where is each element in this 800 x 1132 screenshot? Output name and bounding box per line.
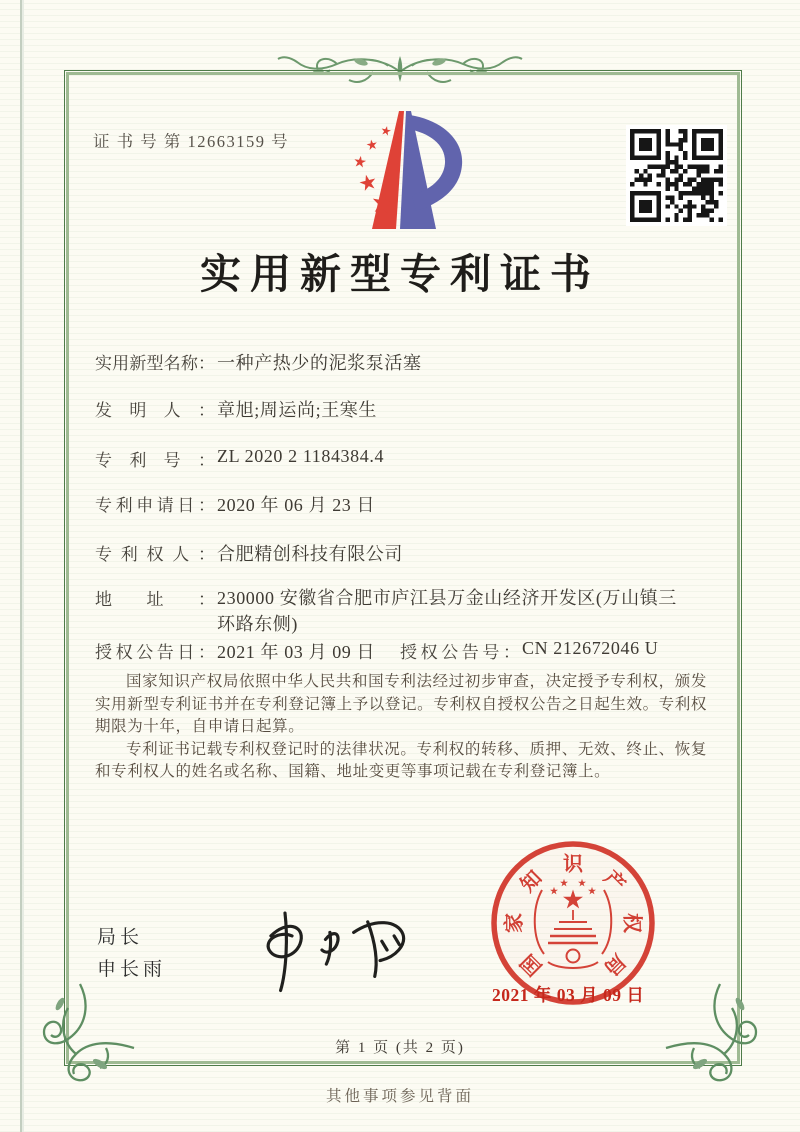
field-row-address bbox=[95, 585, 715, 637]
field-label: 专利权人： bbox=[95, 545, 215, 564]
field-label: 发明人： bbox=[95, 401, 215, 420]
field-row-filing-date bbox=[95, 491, 715, 517]
seal-arc-char: 产 bbox=[599, 866, 630, 897]
field-value: 一种产热少的泥浆泵活塞 bbox=[217, 353, 422, 373]
field-value: CN 212672046 U bbox=[522, 638, 659, 658]
certificate-title: 实用新型专利证书 bbox=[200, 251, 600, 297]
signer-name: 申长雨 bbox=[97, 959, 167, 980]
certificate-number: 证 书 号 第 12663159 号 bbox=[93, 132, 290, 151]
pagination: 第 1 页 (共 2 页) bbox=[335, 1040, 465, 1056]
legal-paragraph: 国家知识产权局依照中华人民共和国专利法经过初步审查，决定授予专利权，颁发实用新型专利证书并在专利登记簿上予以登记。专利权自授权公告之日起生效。专利权期限为十年，自申请日起算。 bbox=[95, 673, 707, 735]
field-label: 地址： bbox=[95, 590, 215, 609]
grant-number-group bbox=[400, 638, 658, 663]
seal-arc-char: 权 bbox=[620, 913, 643, 933]
seal-arc-char: 家 bbox=[503, 913, 526, 933]
field-label: 专利号： bbox=[95, 451, 215, 470]
field-value: 合肥精创科技有限公司 bbox=[217, 544, 403, 564]
seal-arc-char: 知 bbox=[516, 866, 547, 897]
scan-sheet-edge bbox=[20, 0, 22, 1132]
field-label: 授权公告号： bbox=[400, 643, 520, 662]
qr-code-pattern bbox=[630, 129, 723, 222]
bottom-right-flourish-icon bbox=[664, 978, 784, 1088]
back-reference-note: 其他事项参见背面 bbox=[325, 1088, 475, 1105]
signature-handwriting-icon bbox=[226, 906, 432, 994]
field-row-patentee bbox=[95, 540, 715, 566]
field-row-inventors bbox=[95, 396, 715, 422]
seal-date: 2021 年 03 月 09 日 bbox=[492, 985, 645, 1005]
field-row-grant bbox=[95, 638, 715, 664]
bottom-left-flourish-icon bbox=[16, 978, 136, 1088]
field-value: 230000 安徽省合肥市庐江县万金山经济开发区(万山镇三环路东侧) bbox=[217, 588, 677, 635]
seal-arc-char: 国 bbox=[516, 949, 547, 980]
field-value: 2021 年 03 月 09 日 bbox=[217, 642, 376, 662]
signer-title: 局长 bbox=[97, 927, 144, 948]
cnipa-logo-icon bbox=[336, 104, 466, 236]
legal-paragraph: 专利证书记载专利权登记时的法律状况。专利权的转移、质押、无效、终止、恢复和专利权人的姓名或名称、国籍、地址变更等事项记载在专利登记簿上。 bbox=[95, 740, 707, 780]
seal-arc-char: 局 bbox=[599, 949, 630, 980]
field-row-invention-name bbox=[95, 349, 715, 375]
seal-arc-char: 识 bbox=[563, 853, 583, 876]
field-value: ZL 2020 2 1184384.4 bbox=[217, 446, 385, 466]
qr-code bbox=[626, 125, 727, 226]
field-label: 实用新型名称： bbox=[95, 354, 215, 373]
field-label: 专利申请日： bbox=[95, 496, 215, 515]
field-value: 章旭;周运尚;王寒生 bbox=[217, 400, 378, 420]
field-row-patent-number bbox=[95, 446, 715, 471]
legal-text bbox=[95, 671, 707, 784]
field-label: 授权公告日： bbox=[95, 643, 215, 662]
field-value: 2020 年 06 月 23 日 bbox=[217, 495, 376, 515]
